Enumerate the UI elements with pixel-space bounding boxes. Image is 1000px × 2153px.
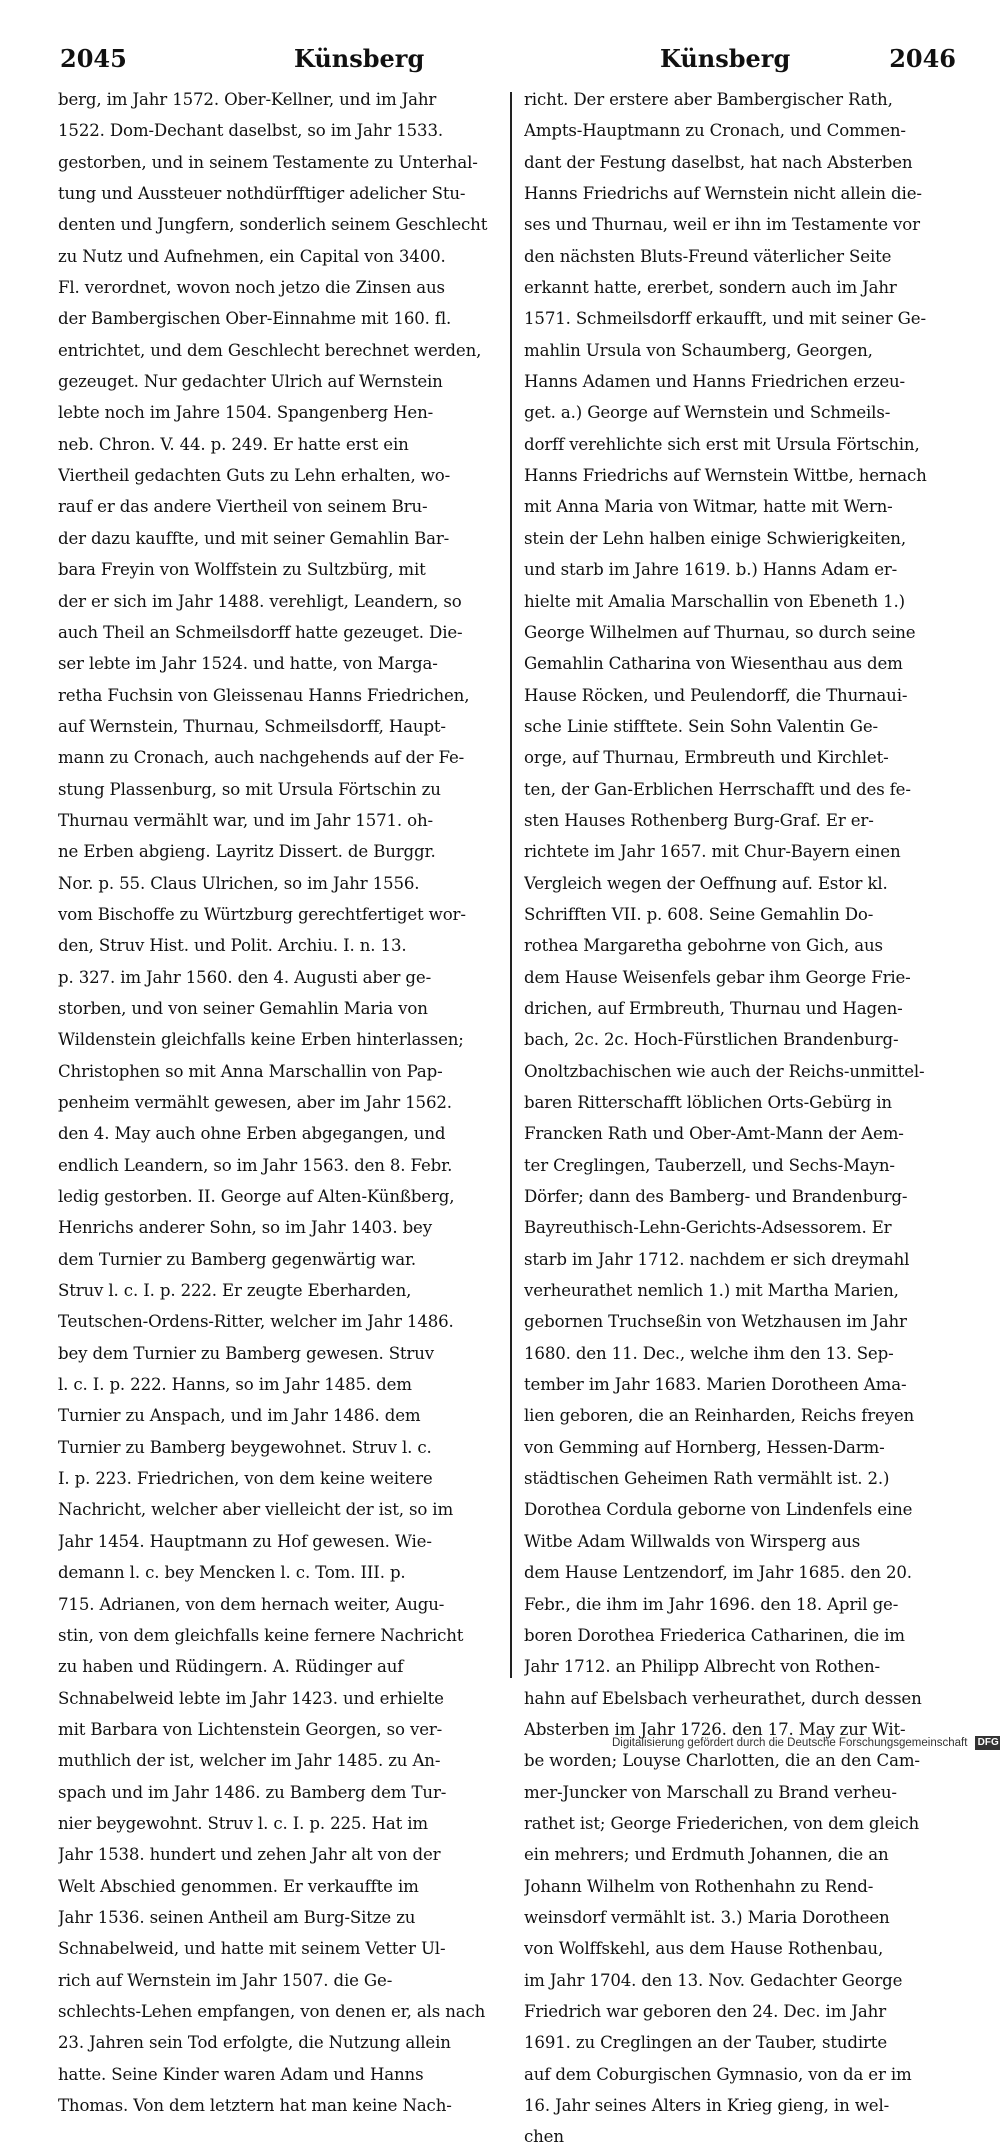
text-line: Nachricht, welcher aber vielleicht der ist, so im <box>58 1500 454 1520</box>
text-line: Schnabelweid lebte im Jahr 1423. und erhielte <box>58 1688 444 1708</box>
text-line: neb. Chron. V. 44. p. 249. Er hatte erst ein <box>58 434 409 454</box>
text-line: dant der Festung daselbst, hat nach Absterben <box>524 152 913 172</box>
page-number-right: 2046 <box>889 44 956 73</box>
text-line: endlich Leandern, so im Jahr 1563. den 8. Febr. <box>58 1155 453 1175</box>
text-line: Hanns Friedrichs auf Wernstein nicht allein die- <box>524 184 922 204</box>
text-line: der dazu kauffte, und mit seiner Gemahlin Bar- <box>58 528 450 548</box>
text-line: dem Hause Lentzendorf, im Jahr 1685. den 20. <box>524 1563 912 1583</box>
text-line: ten, der Gan-Erblichen Herrschafft und des fe- <box>524 779 911 799</box>
text-line: sche Linie stifftete. Sein Sohn Valentin Ge- <box>524 716 878 736</box>
text-line: Thomas. Von dem letztern hat man keine Nach- <box>58 2096 452 2115</box>
text-line: tember im Jahr 1683. Marien Dorotheen Ama- <box>524 1375 907 1395</box>
text-line: auf dem Coburgischen Gymnasio, von da er im <box>524 2064 912 2084</box>
text-line: richt. Der erstere aber Bambergischer Rath, <box>524 90 893 109</box>
text-line: mit Anna Maria von Witmar, hatte mit Wern- <box>524 497 893 517</box>
text-line: von Wolffskehl, aus dem Hause Rothenbau, <box>524 1939 884 1959</box>
running-title-right: Künsberg <box>660 44 791 73</box>
text-line: den, Struv Hist. und Polit. Archiu. I. n. 13. <box>58 936 407 956</box>
text-line: Christophen so mit Anna Marschallin von Pap- <box>58 1061 443 1081</box>
text-line: 16. Jahr seines Alters in Krieg gieng, in wel- <box>524 2096 890 2115</box>
digitization-footer <box>612 1736 999 1756</box>
text-line: Hanns Adamen und Hanns Friedrichen erzeu- <box>524 372 905 392</box>
text-line: boren Dorothea Friederica Catharinen, die im <box>524 1625 905 1645</box>
text-line: ne Erben abgieng. Layritz Dissert. de Burggr. <box>58 842 436 862</box>
text-line: rothea Margaretha gebohrne von Gich, aus <box>524 936 883 956</box>
text-line: schlechts-Lehen empfangen, von denen er, als nach <box>58 2001 486 2021</box>
text-line: verheurathet nemlich 1.) mit Martha Marien, <box>524 1281 899 1301</box>
text-line: Gemahlin Catharina von Wiesenthau aus dem <box>524 654 903 674</box>
text-line: im Jahr 1704. den 13. Nov. Gedachter George <box>524 1970 903 1990</box>
text-line: Schnabelweid, und hatte mit seinem Vetter Ul- <box>58 1939 446 1959</box>
text-line: Witbe Adam Willwalds von Wirsperg aus <box>524 1531 861 1551</box>
text-line: gestorben, und in seinem Testamente zu Unterhal- <box>58 152 478 172</box>
text-line: I. p. 223. Friedrichen, von dem keine weitere <box>58 1469 433 1489</box>
text-line: entrichtet, und dem Geschlecht berechnet werden, <box>58 340 482 360</box>
text-line: 1522. Dom-Dechant daselbst, so im Jahr 1533. <box>58 121 443 141</box>
text-line: stin, von dem gleichfalls keine fernere Nachricht <box>58 1625 464 1645</box>
text-line: Teutschen-Ordens-Ritter, welcher im Jahr 1486. <box>58 1312 454 1332</box>
text-line: drichen, auf Ermbreuth, Thurnau und Hagen- <box>524 998 903 1018</box>
text-line: den 4. May auch ohne Erben abgegangen, und <box>58 1124 446 1144</box>
text-line: hahn auf Ebelsbach verheurathet, durch dessen <box>524 1688 922 1708</box>
text-line: Vergleich wegen der Oeffnung auf. Estor kl. <box>524 873 888 893</box>
footer-credit: Digitalisierung gefördert durch die Deutsche Forschungsgemeinschaft <box>612 1737 968 1750</box>
text-line: mahlin Ursula von Schaumberg, Georgen, <box>524 340 873 360</box>
right-text-column <box>524 84 960 2153</box>
text-line: 1680. den 11. Dec., welche ihm den 13. Sep- <box>524 1343 894 1363</box>
text-line: Jahr 1454. Hauptmann zu Hof gewesen. Wie- <box>58 1531 432 1551</box>
text-line: richtete im Jahr 1657. mit Chur-Bayern einen <box>524 842 901 862</box>
text-line: get. a.) George auf Wernstein und Schmeils- <box>524 403 891 423</box>
text-line: stung Plassenburg, so mit Ursula Förtschin zu <box>58 779 441 799</box>
text-line: mit Barbara von Lichtenstein Georgen, so ver- <box>58 1719 443 1739</box>
text-line: städtischen Geheimen Rath vermählt ist. 2.) <box>524 1469 890 1489</box>
text-line: dorff verehlichte sich erst mit Ursula Förtschin, <box>524 434 920 454</box>
text-line: Henrichs anderer Sohn, so im Jahr 1403. bey <box>58 1218 432 1238</box>
dfg-logo: DFG <box>975 1736 1000 1750</box>
text-line: Struv l. c. I. p. 222. Er zeugte Eberharden, <box>58 1281 412 1301</box>
text-line: starb im Jahr 1712. nachdem er sich dreymahl <box>524 1249 910 1269</box>
running-title-left: Künsberg <box>294 44 425 73</box>
text-line: George Wilhelmen auf Thurnau, so durch seine <box>524 622 916 642</box>
text-line: bey dem Turnier zu Bamberg gewesen. Struv <box>58 1343 434 1363</box>
text-line: rauf er das andere Viertheil von seinem Bru- <box>58 497 428 517</box>
text-line: lien geboren, die an Reinharden, Reichs freyen <box>524 1406 915 1426</box>
text-line: ledig gestorben. II. George auf Alten-Künßberg, <box>58 1187 455 1207</box>
text-line: penheim vermählt gewesen, aber im Jahr 1562. <box>58 1093 452 1112</box>
text-line: tung und Aussteuer nothdürfftiger adelicher Stu- <box>58 184 466 204</box>
text-line: zu Nutz und Aufnehmen, ein Capital von 3400. <box>58 246 446 266</box>
text-line: den nächsten Bluts-Freund väterlicher Seite <box>524 246 892 266</box>
text-line: dem Turnier zu Bamberg gegenwärtig war. <box>58 1249 417 1269</box>
text-line: orge, auf Thurnau, Ermbreuth und Kirchlet- <box>524 748 889 768</box>
text-line: gezeuget. Nur gedachter Ulrich auf Wernstein <box>58 372 443 392</box>
text-line: Viertheil gedachten Guts zu Lehn erhalten, wo- <box>58 466 451 486</box>
text-line: Thurnau vermählt war, und im Jahr 1571. oh- <box>58 810 434 830</box>
text-line: Nor. p. 55. Claus Ulrichen, so im Jahr 1556. <box>58 873 420 893</box>
text-line: muthlich der ist, welcher im Jahr 1485. zu An- <box>58 1751 441 1771</box>
text-line: der Bambergischen Ober-Einnahme mit 160. fl. <box>58 309 452 329</box>
text-line: Francken Rath und Ober-Amt-Mann der Aem- <box>524 1124 904 1144</box>
text-line: Dorothea Cordula geborne von Lindenfels eine <box>524 1500 913 1520</box>
text-line: auch Theil an Schmeilsdorff hatte gezeuget. Die- <box>58 622 463 642</box>
text-line: und starb im Jahre 1619. b.) Hanns Adam er- <box>524 560 898 580</box>
text-line: rathet ist; George Friederichen, von dem gleich <box>524 1813 920 1833</box>
text-line: gebornen Truchseßin von Wetzhausen im Jahr <box>524 1312 907 1332</box>
text-line: storben, und von seiner Gemahlin Maria von <box>58 998 428 1018</box>
text-line: ein mehrers; und Erdmuth Johannen, die an <box>524 1845 889 1865</box>
text-line: Johann Wilhelm von Rothenhahn zu Rend- <box>524 1876 874 1896</box>
text-line: Jahr 1712. an Philipp Albrecht von Rothen- <box>524 1657 880 1677</box>
text-line: Hanns Friedrichs auf Wernstein Wittbe, hernach <box>524 466 927 486</box>
left-text-column <box>58 84 494 2121</box>
text-line: erkannt hatte, ererbet, sondern auch im Jahr <box>524 278 897 298</box>
text-line: Fl. verordnet, wovon noch jetzo die Zinsen aus <box>58 278 445 298</box>
text-line: bara Freyin von Wolffstein zu Sultzbürg, mit <box>58 560 426 580</box>
page-number-left: 2045 <box>60 44 127 73</box>
page-header <box>56 44 956 84</box>
text-line: zu haben und Rüdingern. A. Rüdinger auf <box>58 1657 404 1677</box>
text-line: rich auf Wernstein im Jahr 1507. die Ge- <box>58 1970 393 1990</box>
text-line: Dörfer; dann des Bamberg- und Brandenburg- <box>524 1187 908 1207</box>
text-line: nier beygewohnt. Struv l. c. I. p. 225. Hat im <box>58 1813 429 1833</box>
text-line: hielte mit Amalia Marschallin von Ebeneth 1.) <box>524 591 905 611</box>
text-line: hatte. Seine Kinder waren Adam und Hanns <box>58 2064 424 2084</box>
text-line: Schrifften VII. p. 608. Seine Gemahlin Do- <box>524 904 874 924</box>
text-line: Friedrich war geboren den 24. Dec. im Jahr <box>524 2001 886 2021</box>
text-line: ser lebte im Jahr 1524. und hatte, von Marga- <box>58 654 438 674</box>
text-line: Jahr 1538. hundert und zehen Jahr alt von der <box>58 1845 441 1865</box>
text-line: Absterben im Jahr 1726. den 17. May zur Wit- <box>524 1719 906 1739</box>
text-line: be worden; Louyse Charlotten, die an den Cam- <box>524 1751 920 1771</box>
text-line: Turnier zu Bamberg beygewohnet. Struv l. c. <box>58 1437 432 1457</box>
text-line: spach und im Jahr 1486. zu Bamberg dem Tur- <box>58 1782 447 1802</box>
text-line: Wildenstein gleichfalls keine Erben hinterlassen; <box>58 1030 464 1050</box>
text-line: mann zu Cronach, auch nachgehends auf der Fe- <box>58 748 465 768</box>
text-line: bach, 2c. 2c. Hoch-Fürstlichen Brandenburg- <box>524 1030 899 1050</box>
column-divider <box>510 92 512 1678</box>
text-line: chen <box>524 2127 564 2147</box>
text-line: p. 327. im Jahr 1560. den 4. Augusti aber ge- <box>58 967 432 987</box>
text-line: ter Creglingen, Tauberzell, und Sechs-Mayn- <box>524 1155 895 1175</box>
text-line: lebte noch im Jahre 1504. Spangenberg Hen- <box>58 403 434 423</box>
text-line: 715. Adrianen, von dem hernach weiter, Augu- <box>58 1594 445 1614</box>
text-line: von Gemming auf Hornberg, Hessen-Darm- <box>524 1437 885 1457</box>
text-line: demann l. c. bey Mencken l. c. Tom. III. p. <box>58 1563 406 1583</box>
text-line: der er sich im Jahr 1488. verehligt, Leandern, so <box>58 591 462 611</box>
text-line: 1571. Schmeilsdorff erkaufft, und mit seiner Ge- <box>524 309 926 329</box>
text-line: vom Bischoffe zu Würtzburg gerechtfertiget wor- <box>58 904 466 924</box>
text-line: dem Hause Weisenfels gebar ihm George Frie- <box>524 967 911 987</box>
text-line: Ampts-Hauptmann zu Cronach, und Commen- <box>524 121 906 141</box>
text-line: Hause Röcken, und Peulendorff, die Thurnaui- <box>524 685 908 705</box>
text-line: 1691. zu Creglingen an der Tauber, studirte <box>524 2033 887 2053</box>
text-line: Onoltzbachischen wie auch der Reichs-unmittel- <box>524 1061 925 1081</box>
text-line: Febr., die ihm im Jahr 1696. den 18. April ge- <box>524 1594 899 1614</box>
text-line: mer-Juncker von Marschall zu Brand verheu- <box>524 1782 897 1802</box>
text-line: ses und Thurnau, weil er ihn im Testamente vor <box>524 215 920 235</box>
text-line: baren Ritterschafft löblichen Orts-Gebürg in <box>524 1093 892 1112</box>
text-line: Bayreuthisch-Lehn-Gerichts-Adsessorem. Er <box>524 1218 892 1238</box>
text-line: sten Hauses Rothenberg Burg-Graf. Er er- <box>524 810 874 830</box>
text-line: Turnier zu Anspach, und im Jahr 1486. dem <box>58 1406 421 1426</box>
text-line: denten und Jungfern, sonderlich seinem Geschlecht <box>58 215 488 235</box>
text-line: Jahr 1536. seinen Antheil am Burg-Sitze zu <box>58 1907 416 1927</box>
text-line: stein der Lehn halben einige Schwierigkeiten, <box>524 528 906 548</box>
text-line: l. c. I. p. 222. Hanns, so im Jahr 1485. dem <box>58 1375 412 1395</box>
text-line: auf Wernstein, Thurnau, Schmeilsdorff, Haupt- <box>58 716 446 736</box>
text-line: 23. Jahren sein Tod erfolgte, die Nutzung allein <box>58 2033 451 2053</box>
text-line: Welt Abschied genommen. Er verkauffte im <box>58 1876 419 1896</box>
text-line: weinsdorf vermählt ist. 3.) Maria Dorotheen <box>524 1907 890 1927</box>
text-line: berg, im Jahr 1572. Ober-Kellner, und im Jahr <box>58 90 437 109</box>
text-line: retha Fuchsin von Gleissenau Hanns Friedrichen, <box>58 685 470 705</box>
